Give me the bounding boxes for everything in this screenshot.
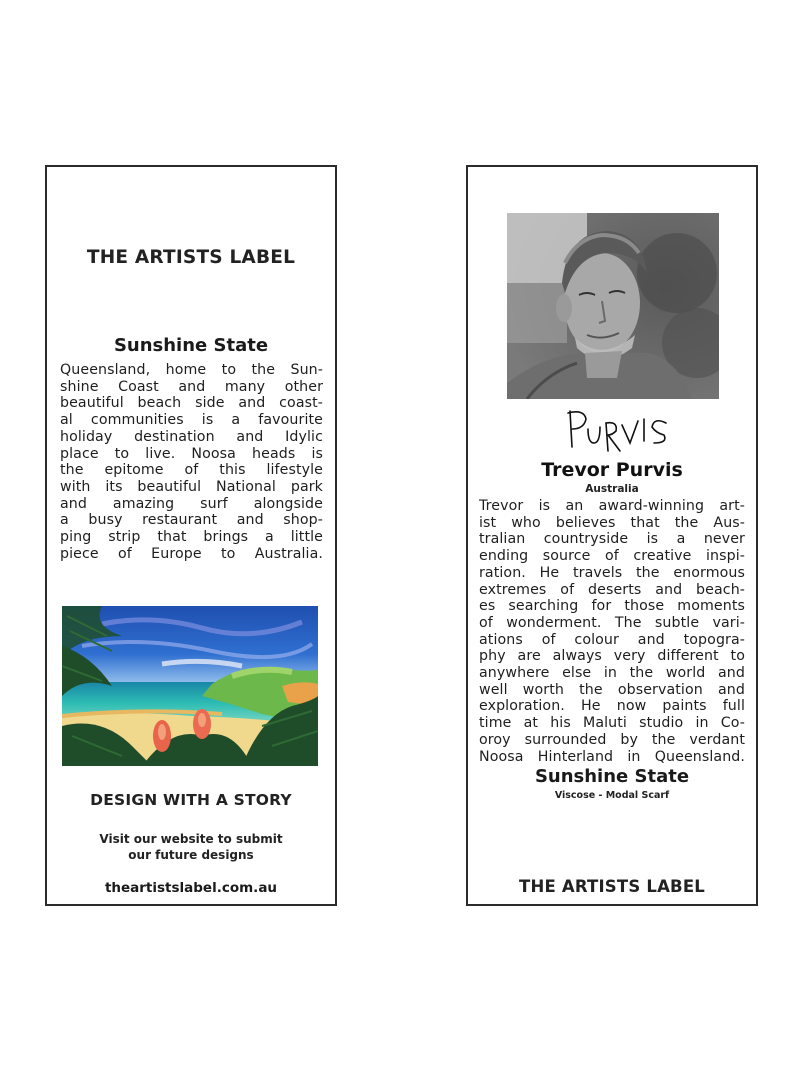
- bio-line: oroy surrounded by the verdant: [479, 731, 745, 748]
- description-line: beautiful beach side and coast-: [60, 395, 323, 412]
- brand-footer: THE ARTISTS LABEL: [518, 877, 706, 896]
- description-line: place to live. Noosa heads is: [60, 445, 323, 462]
- description-line: the epitome of this lifestyle: [60, 462, 323, 479]
- description-line: piece of Europe to Australia.: [60, 545, 323, 562]
- design-description: [60, 362, 323, 562]
- artist-signature: [564, 407, 672, 457]
- artist-portrait: [507, 213, 719, 399]
- bio-line: Trevor is an award-winning art-: [479, 498, 745, 514]
- description-line: holiday destination and Idylic: [60, 428, 323, 445]
- description-line: and amazing surf alongside: [60, 495, 323, 512]
- bio-line: of wonderment. The subtle vari-: [479, 614, 745, 631]
- description-line: al communities is a favourite: [60, 412, 323, 429]
- bio-line: es searching for those moments: [479, 598, 745, 615]
- description-line: ping strip that brings a little: [60, 529, 323, 546]
- sunshine-state-painting: [62, 606, 318, 766]
- label-card-back: [466, 165, 758, 906]
- bio-line: exploration. He now paints full: [479, 698, 745, 715]
- bio-line: ations of colour and topogra-: [479, 631, 745, 648]
- visit-text-line-1: Visit our website to submit: [99, 832, 283, 846]
- description-line: shine Coast and many other: [60, 378, 323, 395]
- bio-line: extremes of deserts and beach-: [479, 581, 745, 598]
- description-line: with its beautiful National park: [60, 478, 323, 495]
- tagline: DESIGN WITH A STORY: [90, 791, 292, 809]
- website-link[interactable]: theartistslabel.com.au: [104, 880, 278, 896]
- description-line: a busy restaurant and shop-: [60, 512, 323, 529]
- product-subtitle: Viscose - Modal Scarf: [554, 790, 670, 801]
- bio-line: anywhere else in the world and: [479, 665, 745, 682]
- bio-line: ist who believes that the Aus-: [479, 514, 745, 531]
- visit-text-line-2: our future designs: [128, 848, 254, 862]
- artist-bio: [479, 498, 745, 765]
- bio-line: well worth the observation and: [479, 681, 745, 698]
- bio-line: Noosa Hinterland in Queensland.: [479, 748, 745, 765]
- bio-line: tralian countryside is a never: [479, 531, 745, 548]
- bio-line: time at his Maluti studio in Co-: [479, 715, 745, 732]
- description-line: Queensland, home to the Sun-: [60, 362, 323, 378]
- brand-title: THE ARTISTS LABEL: [86, 247, 296, 268]
- bio-line: ending source of creative inspi-: [479, 548, 745, 565]
- artist-country: Australia: [585, 483, 639, 495]
- label-card-front: [45, 165, 337, 906]
- design-title: Sunshine State: [113, 335, 269, 356]
- product-title: Sunshine State: [534, 766, 690, 787]
- artist-name: Trevor Purvis: [541, 459, 683, 481]
- bio-line: phy are always very different to: [479, 648, 745, 665]
- bio-line: ration. He travels the enormous: [479, 564, 745, 581]
